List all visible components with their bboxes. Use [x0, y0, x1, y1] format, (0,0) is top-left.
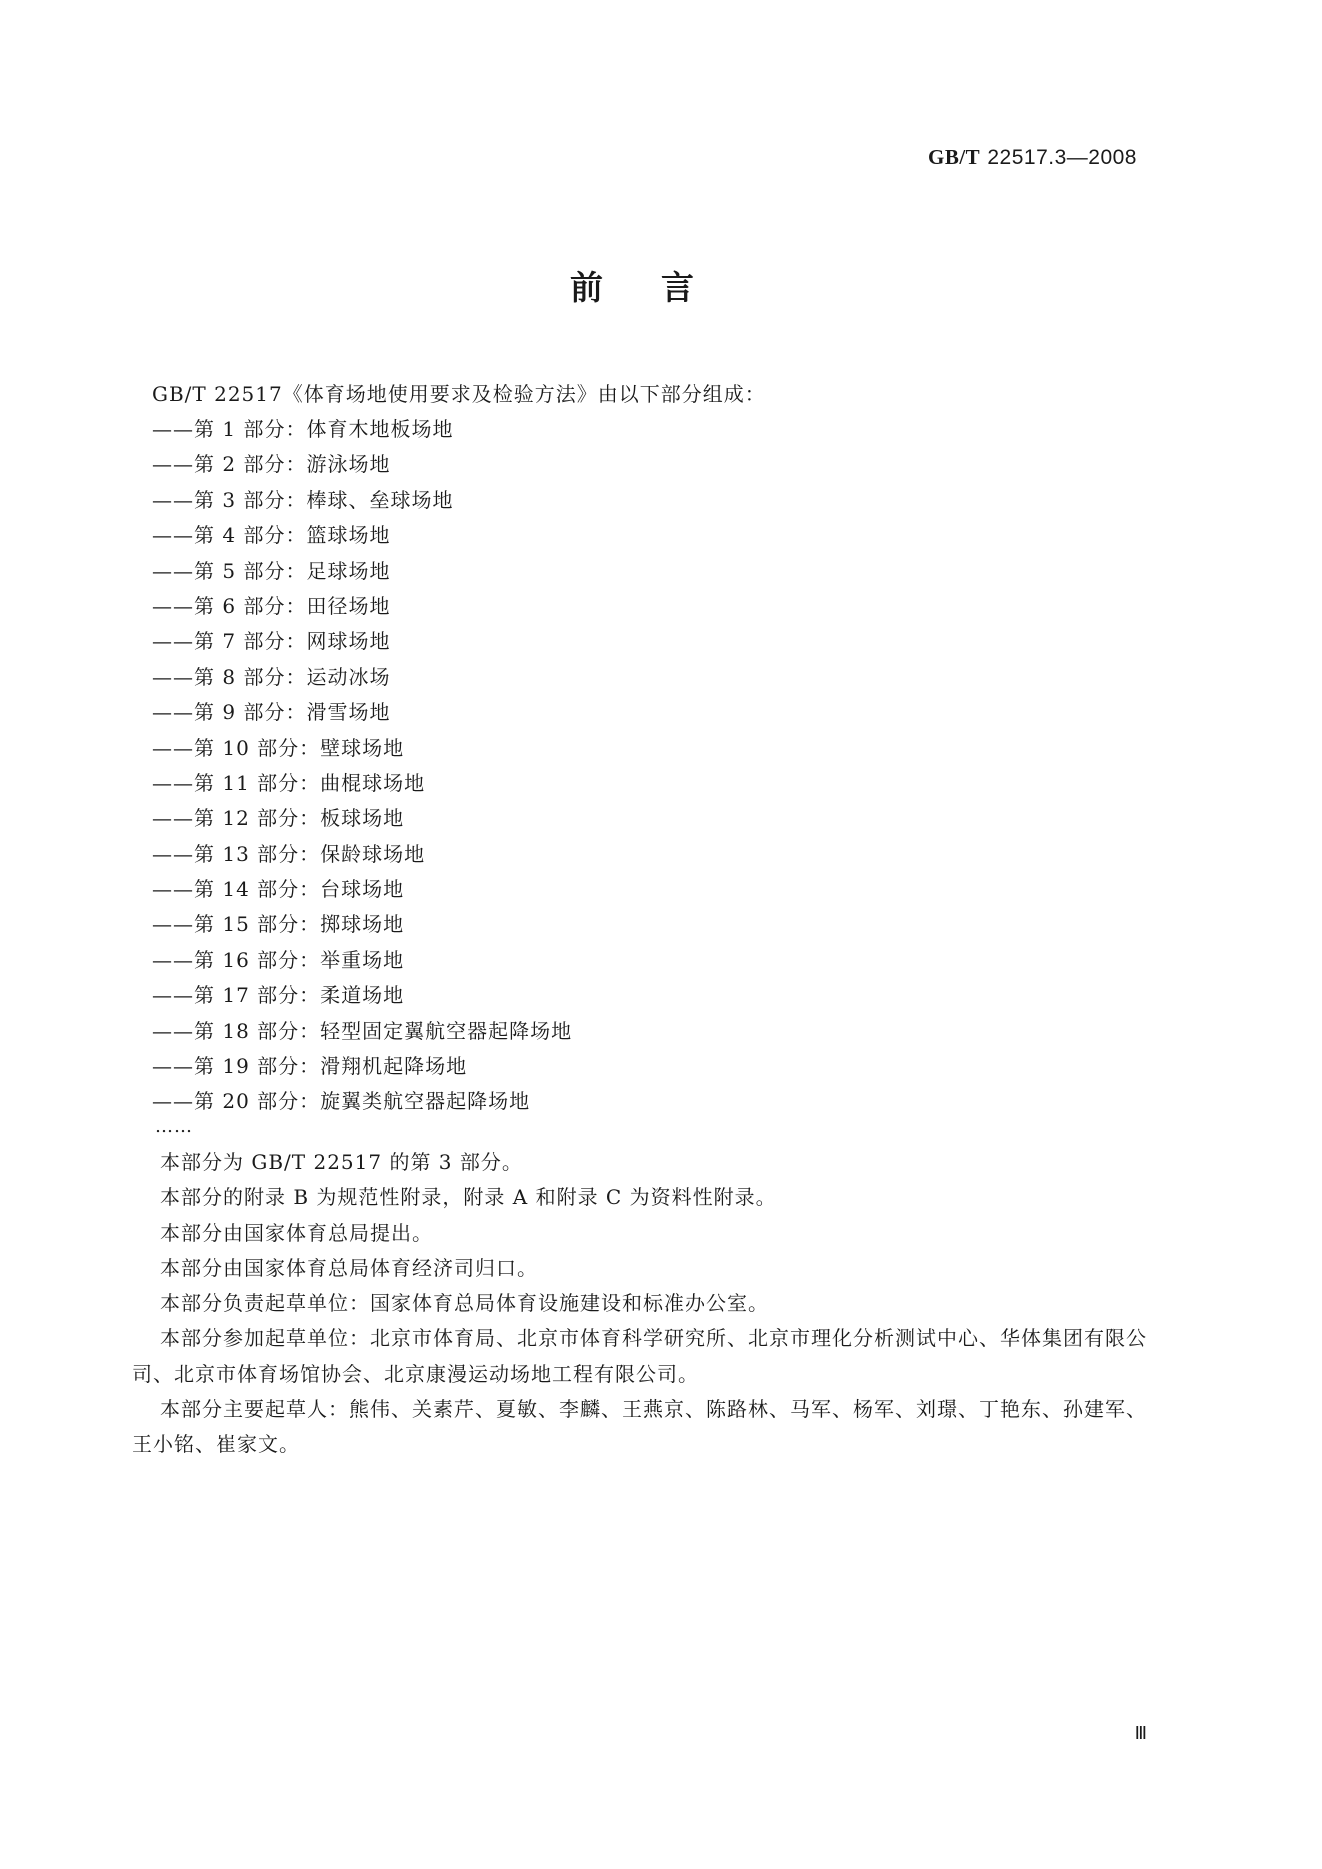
standard-code — [928, 145, 1137, 170]
list-item: ——第 12 部分：板球场地 — [152, 806, 405, 831]
intro-text: GB/T 22517《体育场地使用要求及检验方法》由以下部分组成： — [152, 382, 766, 406]
list-item: ——第 5 部分：足球场地 — [152, 558, 391, 583]
list-item: ——第 9 部分：滑雪场地 — [152, 700, 391, 725]
paragraph: 本部分负责起草单位：国家体育总局体育设施建设和标准办公室。 — [160, 1291, 769, 1316]
list-item: ——第 20 部分：旋翼类航空器起降场地 — [152, 1089, 531, 1114]
paragraph: 本部分主要起草人：熊伟、关素芹、夏敏、李麟、王燕京、陈路林、马军、杨军、刘璟、丁艳东、孙建军、王小铭、崔家文。 — [132, 1397, 1147, 1457]
list-item: ——第 14 部分：台球场地 — [152, 877, 405, 902]
list-item: ——第 13 部分：保龄球场地 — [152, 841, 426, 866]
list-item: ——第 4 部分：篮球场地 — [152, 523, 391, 548]
list-item: ——第 10 部分：壁球场地 — [152, 735, 405, 760]
list-item: ——第 8 部分：运动冰场 — [152, 664, 391, 689]
body-paragraphs — [132, 1145, 1147, 1463]
list-item: ——第 18 部分：轻型固定翼航空器起降场地 — [152, 1018, 573, 1043]
ellipsis: …… — [155, 1116, 193, 1137]
list-item: ——第 16 部分：举重场地 — [152, 947, 405, 972]
list-item: ——第 6 部分：田径场地 — [152, 593, 391, 618]
list-item: ——第 15 部分：掷球场地 — [152, 912, 405, 937]
paragraph: 本部分由国家体育总局体育经济司归口。 — [160, 1255, 538, 1280]
list-item: ——第 17 部分：柔道场地 — [152, 983, 405, 1008]
paragraph: 本部分由国家体育总局提出。 — [160, 1220, 433, 1245]
paragraph: 本部分的附录 B 为规范性附录，附录 A 和附录 C 为资料性附录。 — [160, 1185, 777, 1210]
list-item: ——第 19 部分：滑翔机起降场地 — [152, 1054, 468, 1079]
parts-list — [152, 412, 572, 1120]
paragraph: 本部分为 GB/T 22517 的第 3 部分。 — [160, 1150, 523, 1174]
standard-code-prefix: GB/T — [927, 145, 981, 169]
page-number: Ⅲ — [1134, 1723, 1147, 1743]
standard-code-number: 22517.3—2008 — [987, 146, 1137, 169]
list-item: ——第 3 部分：棒球、垒球场地 — [152, 487, 454, 512]
list-item: ——第 7 部分：网球场地 — [152, 629, 391, 654]
paragraph: 本部分参加起草单位：北京市体育局、北京市体育科学研究所、北京市理化分析测试中心、华体集团有限公司、北京市体育场馆协会、北京康漫运动场地工程有限公司。 — [132, 1326, 1147, 1386]
page-title: 前言 — [570, 268, 752, 307]
list-item: ——第 2 部分：游泳场地 — [152, 452, 391, 477]
list-item: ——第 11 部分：曲棍球场地 — [152, 770, 426, 795]
list-item: ——第 1 部分：体育木地板场地 — [152, 417, 454, 441]
